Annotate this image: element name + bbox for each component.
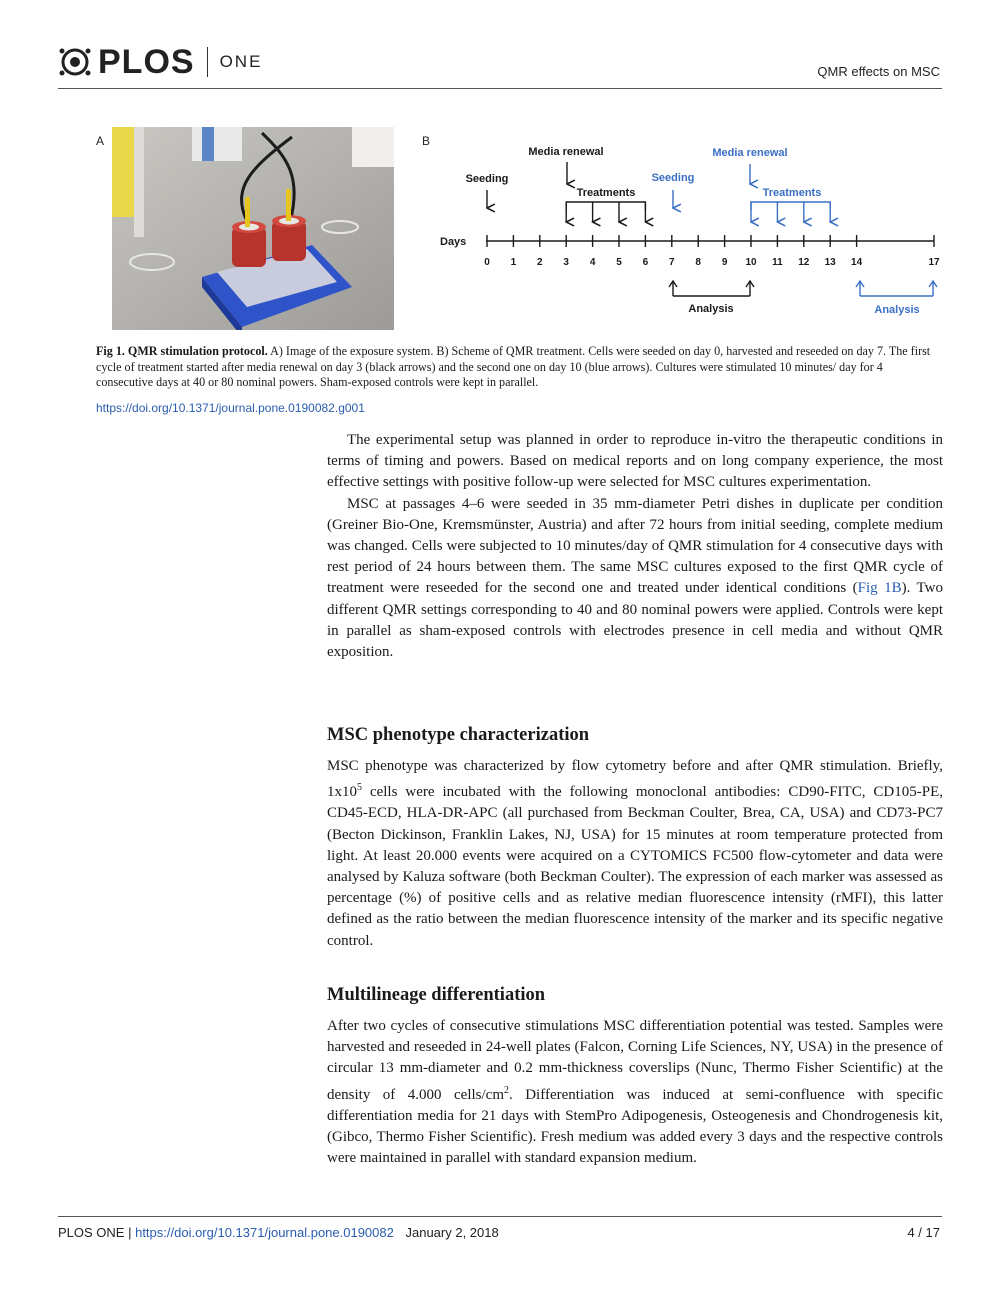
treatment-bracket	[751, 202, 830, 210]
running-title: QMR effects on MSC	[817, 64, 940, 79]
day-label-11: 11	[772, 257, 783, 268]
day-label-1: 1	[510, 257, 517, 268]
analysis-bracket-black	[673, 282, 750, 296]
seeding-label-blue: Seeding	[651, 172, 695, 184]
day-label-7: 7	[669, 257, 675, 268]
footer-date: January 2, 2018	[405, 1225, 499, 1240]
paragraph-2-text-b: ). Two different QMR settings corresponding to 40 and 80 nominal powers were applied. Controls were kept in parallel as sham-exposed controls with electrodes presence in cell media and without QMR exposition.	[327, 580, 944, 661]
analysis-bracket-blue	[860, 282, 933, 296]
days-axis-label: Days	[440, 236, 467, 248]
day-label-2: 2	[537, 257, 543, 268]
page-number: 4 / 17	[907, 1225, 940, 1240]
day-label-4: 4	[589, 257, 596, 268]
day-label-14: 14	[851, 257, 863, 268]
header-rule	[58, 88, 942, 89]
day-label-8: 8	[695, 257, 701, 268]
panel-b-label: B	[422, 134, 431, 148]
heading-multilineage: Multilineage differentiation	[327, 985, 546, 1005]
caption-text: A) Image of the exposure system. B) Scheme of QMR treatment. Cells were seeded on day 0, harvested and reseeded on day 7. The first cycle of treatment started after media renewal on day 3 (black arrows) and the second one on day 10 (blue arrows). Cultures were stimulated 10 minutes/ day for 4 consecutive days at 40 or 80 nominal powers. Sham-exposed controls were kept in parallel.	[96, 344, 931, 389]
logo-sub: ONE	[219, 52, 263, 71]
paragraph-4-text-b: . Differentiation was induced at semi-confluence with specific differentiation media for 21 days with StemPro Adipogenesis, Osteogenesis and Chondrogenesis kit, (Gibco, Thermo Fisher Scientific). Fresh medium was added every 3 days and the respective controls were maintained in parallel with standard expansion medium.	[327, 1086, 944, 1167]
heading-phenotype: MSC phenotype characterization	[327, 725, 590, 745]
logo-divider	[207, 47, 208, 77]
plos-logo	[58, 44, 262, 80]
day-label-17: 17	[928, 257, 940, 268]
paragraph-3	[327, 756, 943, 952]
media-renewal-label-blue: Media renewal	[712, 147, 788, 159]
treatment-bracket	[566, 202, 645, 210]
treatment-arrows-blue	[751, 202, 830, 222]
footer-rule	[58, 1216, 942, 1217]
day-label-3: 3	[563, 257, 569, 268]
superscript-2: 2	[504, 1084, 509, 1096]
analysis-label-black: Analysis	[688, 303, 734, 315]
day-label-9: 9	[721, 257, 728, 268]
seeding-label-black: Seeding	[465, 173, 509, 185]
body-section-3	[327, 1016, 943, 1169]
fig-1b-link[interactable]: Fig 1B	[857, 580, 902, 597]
superscript-5: 5	[357, 782, 362, 794]
media-renewal-label-black: Media renewal	[528, 146, 604, 158]
day-label-0: 0	[484, 257, 490, 268]
exposure-system-photo	[112, 127, 394, 330]
figure-doi-link[interactable]: https://doi.org/10.1371/journal.pone.0190082.g001	[96, 401, 365, 415]
day-label-10: 10	[745, 257, 757, 268]
treatments-label-blue: Treatments	[762, 187, 822, 199]
treatment-scheme	[430, 140, 950, 325]
footer-doi-link[interactable]: https://doi.org/10.1371/journal.pone.0190082	[135, 1225, 394, 1240]
paragraph-3-text-b: cells were incubated with the following monoclonal antibodies: CD90-FITC, CD105-PE, CD45-ECD, HLA-DR-APC (all purchased from Beckman Coulter, Brea, CA, USA) and CD73-PC7 (Becton Dickinson, Franklin Lakes, NJ, USA) for 15 minutes at room temperature protected from light. At least 20.000 events were acquired on a CYTOMICS FC500 flow-cytometer and data were analysed by Kaluza software (both Beckman Coulter). The expression of each marker was assessed as percentage (%) of positive cells and as relative median fluorescence intensity (rMFI), this latter defined as the ratio between the median fluorescence intensity of the marker and its specific negative control.	[327, 784, 943, 949]
paragraph-1: The experimental setup was planned in order to reproduce in-vitro the therapeutic conditions in terms of timing and powers. Based on medical reports and on long company experience, the most effective settings with positive follow-up were selected for MSC cultures experimentation.	[327, 432, 943, 491]
body-section-1	[327, 430, 943, 663]
paragraph-4	[327, 1016, 943, 1169]
figure-caption	[96, 344, 942, 391]
day-label-12: 12	[798, 257, 810, 268]
day-label-13: 13	[824, 257, 836, 268]
treatments-label-black: Treatments	[576, 187, 636, 199]
treatment-arrows-black	[566, 202, 645, 222]
day-label-5: 5	[616, 257, 622, 268]
footer-journal: PLOS ONE |	[58, 1225, 132, 1240]
paragraph-2	[327, 494, 943, 664]
day-label-6: 6	[642, 257, 649, 268]
paragraph-4-text-a: After two cycles of consecutive stimulations MSC differentiation potential was tested. Samples were harvested and reseeded in 24-well plates (Falcon, Corning Life Sciences, NY, USA) in the presence of circular 13 mm-diameter and 0.2 mm-thickness coverslips (Nunc, Thermo Fisher Scientific) at the density of 4.000 cells/cm	[327, 1018, 943, 1103]
paragraph-2-text-a: MSC at passages 4–6 were seeded in 35 mm-diameter Petri dishes in duplicate per condition (Greiner Bio-One, Kremsmünster, Austria) and after 72 hours from initial seeding, complete medium was changed. Cells were subjected to 10 minutes/day of QMR stimulation for 4 consecutive days with rest period of 24 hours between them. The same MSC cultures exposed to the first QMR cycle of treatment were reseeded for the second one and treated under identical conditions (	[327, 495, 943, 597]
caption-title: Fig 1. QMR stimulation protocol.	[96, 344, 268, 358]
paragraph-3-text-a: MSC phenotype was characterized by flow cytometry before and after QMR stimulation. Briefly, 1x10	[327, 758, 943, 801]
panel-a-label: A	[96, 134, 105, 148]
analysis-label-blue: Analysis	[874, 304, 920, 316]
logo-word: PLOS	[98, 42, 195, 81]
body-section-2	[327, 756, 943, 952]
footer-citation	[58, 1225, 499, 1240]
plos-emblem-icon	[58, 45, 92, 79]
